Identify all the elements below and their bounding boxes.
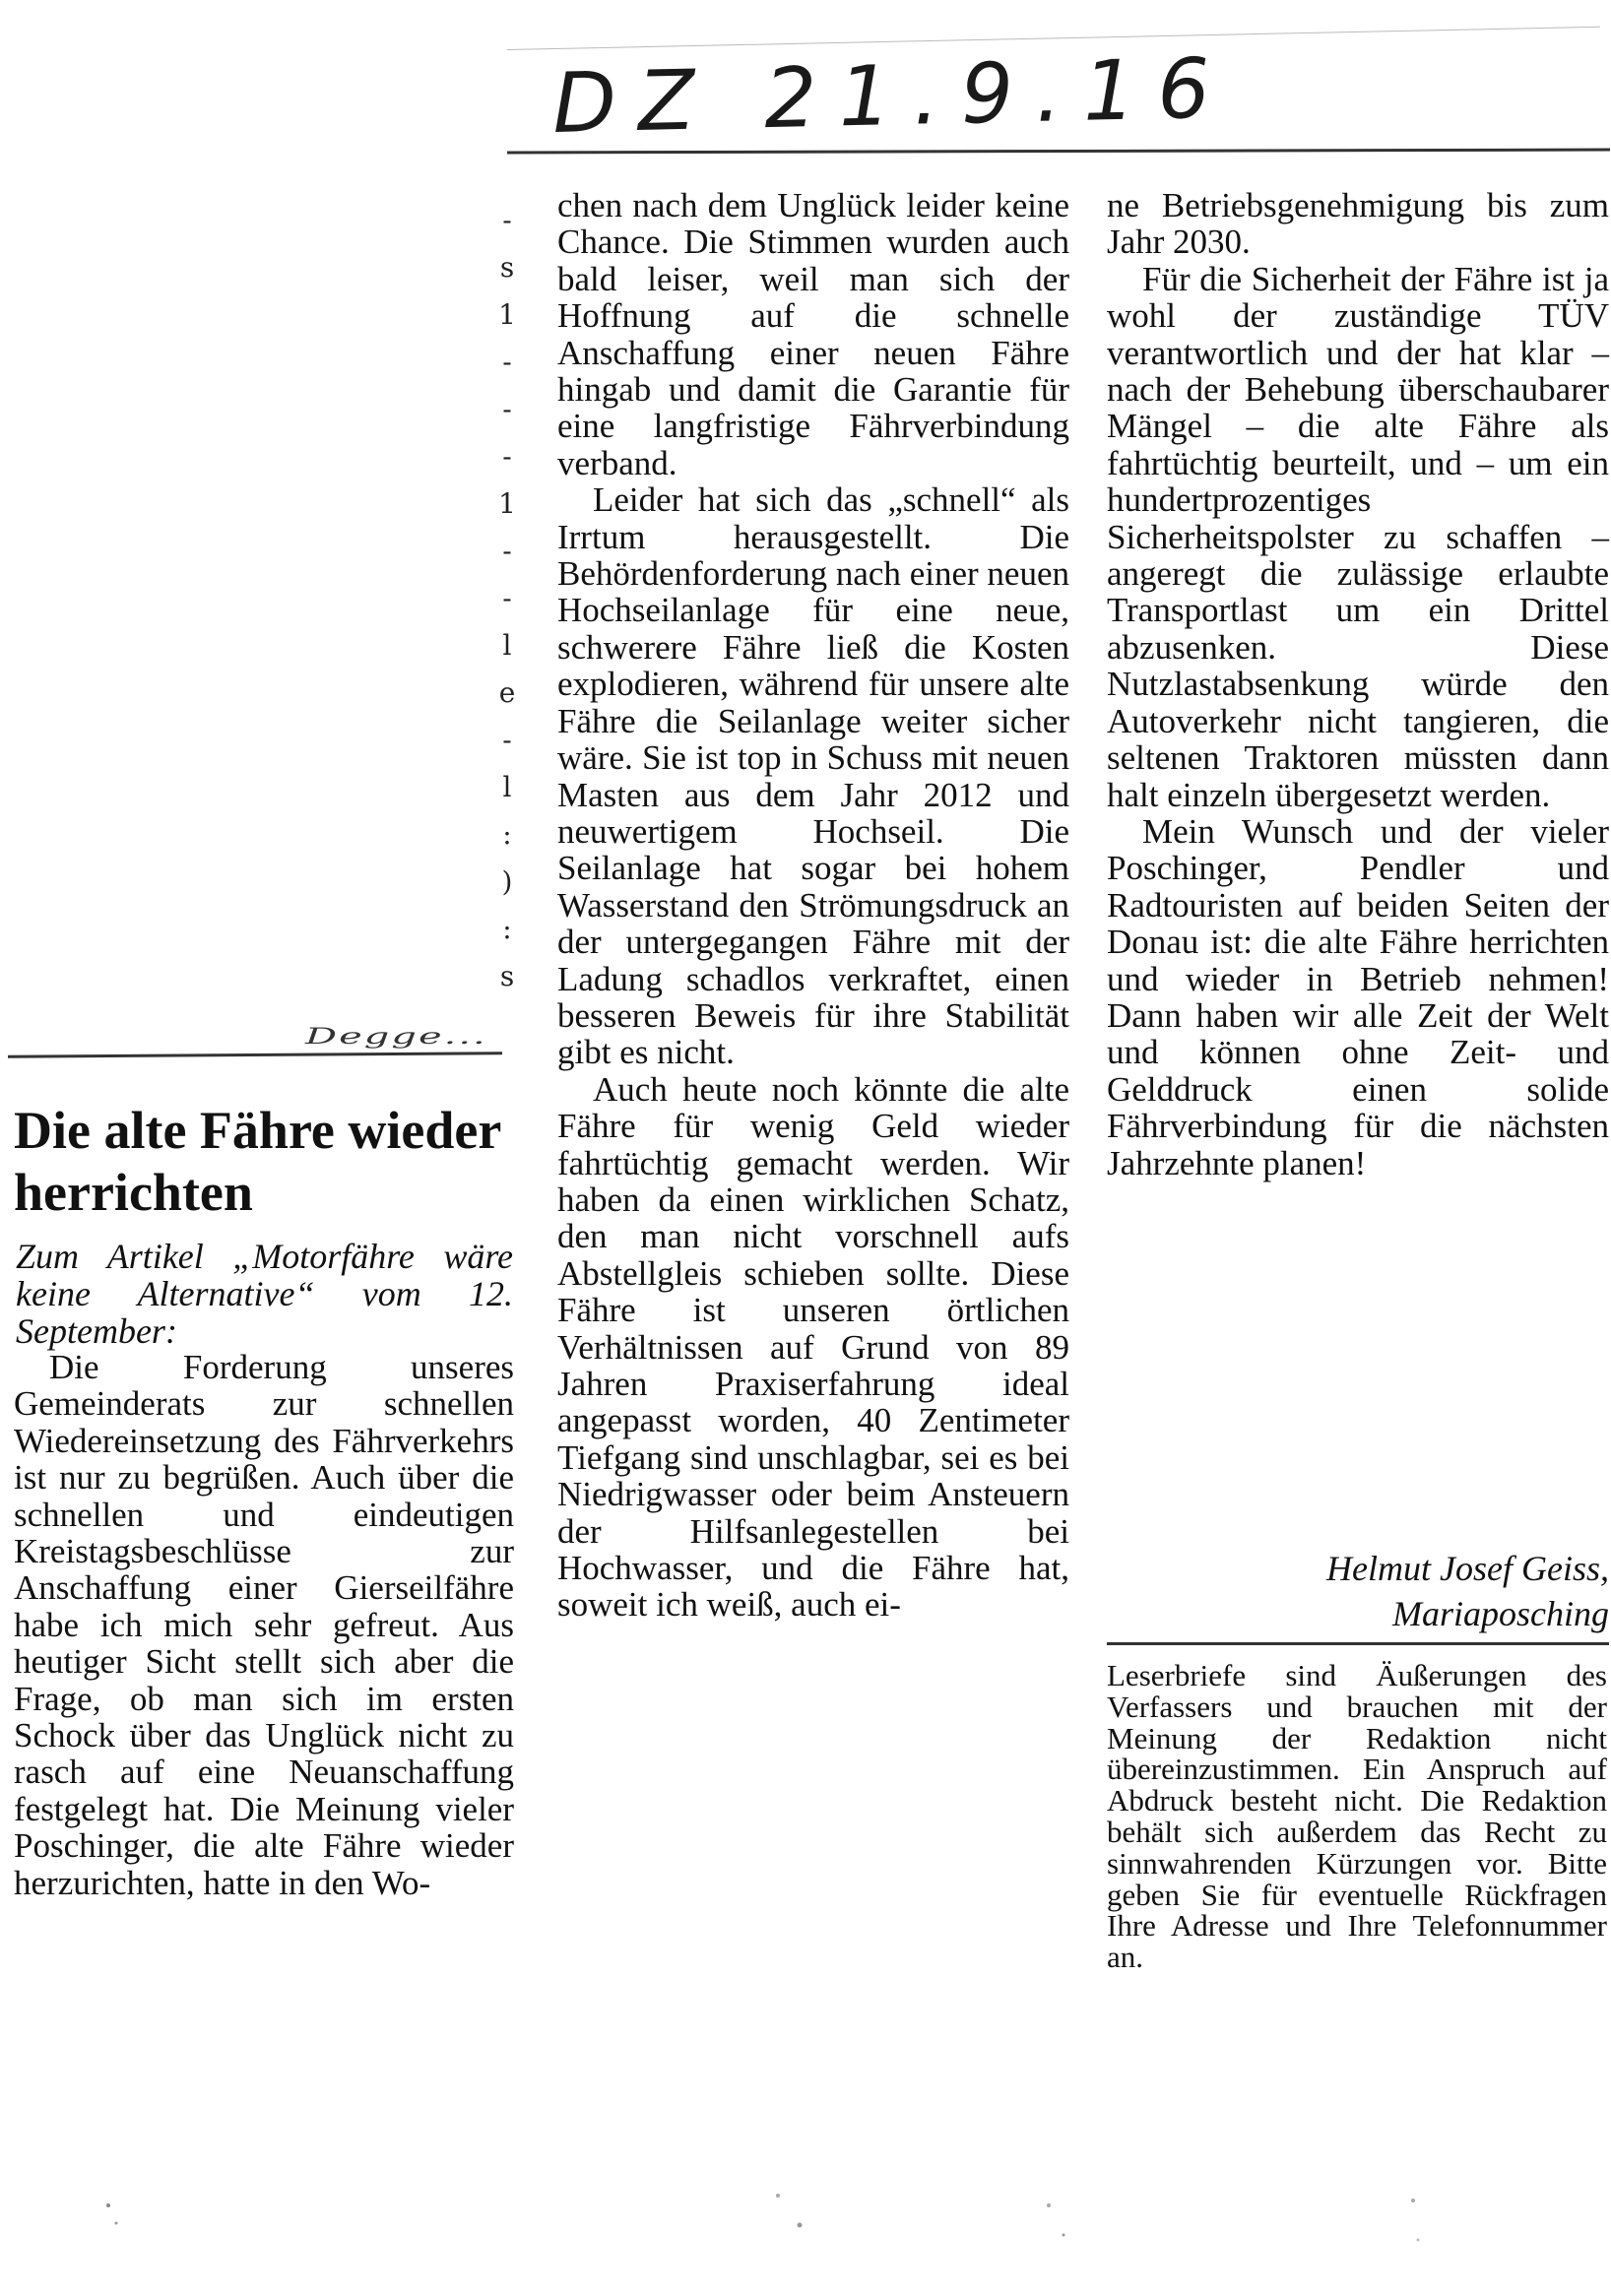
edge-fragment: 1 bbox=[498, 487, 516, 520]
column-3-paragraph-continuation: ne Betriebsgenehmigung bis zum Jahr 2030. bbox=[1107, 186, 1609, 262]
edge-fragment: - bbox=[502, 535, 512, 567]
edge-fragment: s bbox=[499, 960, 515, 992]
edge-fragment: ) bbox=[501, 865, 513, 898]
edge-fragment: - bbox=[502, 724, 512, 756]
column-2-paragraph-continuation: chen nach dem Unglück leider keine Chance. Die Stimmen wurden auch bald leiser, weil man sich der Hoffnung auf die schnelle Anschaffung einer neuen Fähre hingab und damit die Garantie für eine langfristige Fährverbindung verband. bbox=[557, 186, 1069, 482]
edge-fragment: l bbox=[502, 771, 512, 803]
column-3-paragraph: Mein Wunsch und der vieler Poschinger, Pendler und Radtouristen auf beiden Seiten der Donau ist: die alte Fähre herrichten und wieder in Betrieb nehmen! Dann haben wir alle Zeit der Welt und können ohne Zeit- und Gelddruck einen solide Fährverbindung für die nächsten Jahrzehnte planen! bbox=[1107, 811, 1609, 1182]
column-1-paragraph: Die Forderung unseres Gemeinderats zur schnellen Wiedereinsetzung des Fährverkehrs ist nur zu begrüßen. Auch über die schnellen und eindeutigen Kreistagsbeschlüsse zur Anschaffung einer Gierseilfähre habe ich mich sehr gefreut. Aus heutiger Sicht stellt sich aber die Frage, ob man sich im ersten Schock über das Unglück nicht zu rasch auf eine Neuanschaffung festgelegt hat. Die Meinung vieler Poschinger, die alte Fähre wieder herzurichten, hatte in den Wo- bbox=[14, 1348, 514, 1902]
left-rule bbox=[8, 1052, 502, 1058]
author-name: Helmut Josef Geiss, bbox=[1326, 1549, 1609, 1588]
cut-off-word: Degge... bbox=[305, 1024, 487, 1050]
column-2-paragraph: Leider hat sich das „schnell“ als Irrtum herausgestellt. Die Behördenforderung nach einer neuen Hochseilanlage für eine neue, schwerere Fähre ließ die Kosten explodieren, während für unsere alte Fähre die Seilanlage weiter sicher wäre. Sie ist top in Schuss mit neuen Masten aus dem Jahr 2012 und neuwertigem Hochseil. Die Seilanlage hat sogar bei hohem Wasserstand den Strömungsdruck an der untergegangen Fähre mit der Ladung schadlos verkraftet, einen besseren Beweis für ihre Stabilität gibt es nicht. bbox=[557, 480, 1069, 1072]
article-subhead: Zum Artikel „Motorfähre wäre keine Alternative“ vom 12. September: bbox=[16, 1237, 513, 1351]
edge-fragment: 1 bbox=[498, 298, 516, 331]
editorial-note: Leserbriefe sind Äußerungen des Verfassers und brauchen mit der Meinung der Redaktion nicht übereinzustimmen. Ein Anspruch auf Abdruck besteht nicht. Die Redaktion behält sich außerdem das Recht zu sinnwahrenden Kürzungen vor. Bitte geben Sie für eventuelle Rückfragen Ihre Adresse und Ihre Telefonnummer an. bbox=[1107, 1658, 1607, 1975]
column-2-paragraph: Auch heute noch könnte die alte Fähre für wenig Geld wieder fahrtüchtig gemacht werden. Wir haben da einen wirklichen Schatz, den man nicht vorschnell aufs Abstellgleis schieben sollte. Diese Fähre ist unseren örtlichen Verhältnissen auf Grund von 89 Jahren Praxiserfahrung ideal angepasst worden, 40 Zentimeter Tiefgang sind unschlagbar, sei es bei Niedrigwasser oder beim Ansteuern der Hilfsanlegestellen bei Hochwasser, und die Fähre hat, soweit ich weiß, auch ei- bbox=[557, 1069, 1069, 1625]
edge-fragment: - bbox=[502, 582, 512, 614]
article-headline: Die alte Fähre wieder herrichten bbox=[14, 1101, 501, 1222]
edge-fragment: : bbox=[502, 913, 512, 945]
cut-column-fragments bbox=[492, 197, 522, 1000]
edge-fragment: s bbox=[499, 251, 515, 284]
note-rule bbox=[1107, 1642, 1609, 1645]
article-column-1 bbox=[14, 1349, 514, 1901]
column-3-paragraph: Für die Sicherheit der Fähre ist ja wohl der zuständige TÜV verantwortlich und der hat klar – nach der Behebung überschaubarer Mängel – die alte Fähre als fahrtüchtig beurteilt, und – um ein hundertprozentiges Sicherheitspolster zu schaffen – angeregt die zulässige erlaubte Transportlast um ein Drittel abzusenken. Diese Nutzlastabsenkung würde den Autoverkehr nicht tangieren, die seltenen Traktoren müssten dann halt einzeln übergesetzt werden. bbox=[1107, 259, 1609, 814]
scan-specks bbox=[0, 2166, 1611, 2294]
edge-fragment: - bbox=[502, 393, 512, 425]
author-signature bbox=[1107, 1546, 1609, 1636]
edge-fragment: e bbox=[498, 676, 516, 709]
article-column-2 bbox=[557, 187, 1069, 1624]
edge-fragment: - bbox=[502, 440, 512, 473]
edge-fragment: - bbox=[502, 346, 512, 378]
author-place: Mariaposching bbox=[1392, 1594, 1609, 1633]
edge-fragment: - bbox=[502, 204, 512, 236]
handwritten-date-note: DZ 21.9.16 bbox=[551, 39, 1233, 152]
article-column-3 bbox=[1107, 187, 1609, 1181]
edge-fragment: l bbox=[502, 629, 512, 662]
edge-fragment: : bbox=[502, 818, 512, 851]
